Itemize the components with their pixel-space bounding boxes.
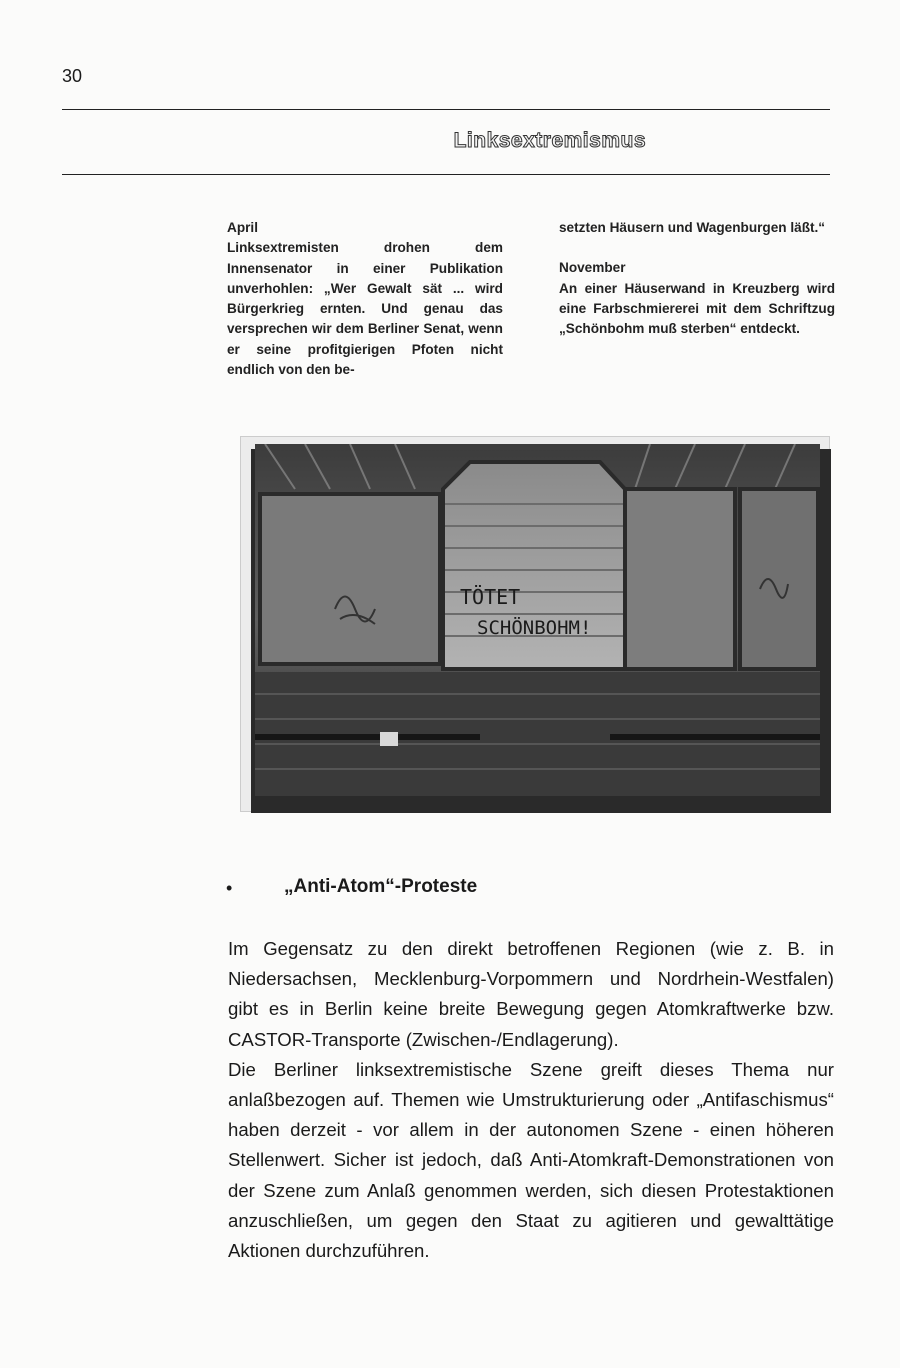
graffiti-text-line1: TÖTET <box>460 585 521 609</box>
chronicle-right-column <box>559 218 835 339</box>
graffiti-text-line2: SCHÖNBOHM! <box>477 617 592 639</box>
april-entry-continuation: setzten Häusern und Wagenburgen läßt.“ <box>559 220 826 235</box>
month-april: April <box>227 220 258 235</box>
november-entry-text: An einer Häuserwand in Kreuzberg wird eine Farbschmiererei mit dem Schriftzug „Schönbohm muß sterben“ entdeckt. <box>559 280 835 337</box>
body-paragraph-1: Im Gegensatz zu den direkt betroffenen Regionen (wie z. B. in Niedersachsen, Mecklenburg-Vorpommern und Nordrhein-Westfalen) gibt es in Berlin keine breite Bewegung gegen Atomkraftwerke bzw. CASTOR-Transporte (Zwischen-/Endlagerung). <box>228 938 834 1050</box>
header-rule-bottom <box>62 174 830 175</box>
graffiti-photo <box>255 444 820 796</box>
page-number: 30 <box>62 66 83 86</box>
header-rule-top <box>62 109 830 110</box>
section-bullet: • <box>226 878 233 898</box>
april-entry-text: Linksextremisten drohen dem Innensenator in einer Publikation unverhohlen: „Wer Gewalt sät ... wird Bürgerkrieg ernten. Und genau das versprechen wir dem Berliner Senat, wenn er seine profitgierigen Pfoten nicht endlich von den be- <box>227 240 503 378</box>
month-november: November <box>559 260 626 276</box>
section-heading: „Anti-Atom“-Proteste <box>284 876 478 897</box>
running-title: Linksextremismus <box>453 129 646 152</box>
body-paragraph-2: Die Berliner linksextremistische Szene greift dieses Thema nur anlaßbezogen auf. Themen wie Umstrukturierung oder „Antifaschismus“ haben derzeit - vor allem in der autonomen Szene - einen höheren Stellenwert. Sicher ist jedoch, daß Anti-Atomkraft-Demonstrationen von der Szene zum Anlaß genommen werden, sich diesen Protestaktionen anzuschließen, um gegen den Staat zu agitieren und gewalttätige Aktionen durchzuführen. <box>228 1058 834 1262</box>
section-body <box>228 934 834 1266</box>
chronicle-left-column <box>227 218 503 380</box>
